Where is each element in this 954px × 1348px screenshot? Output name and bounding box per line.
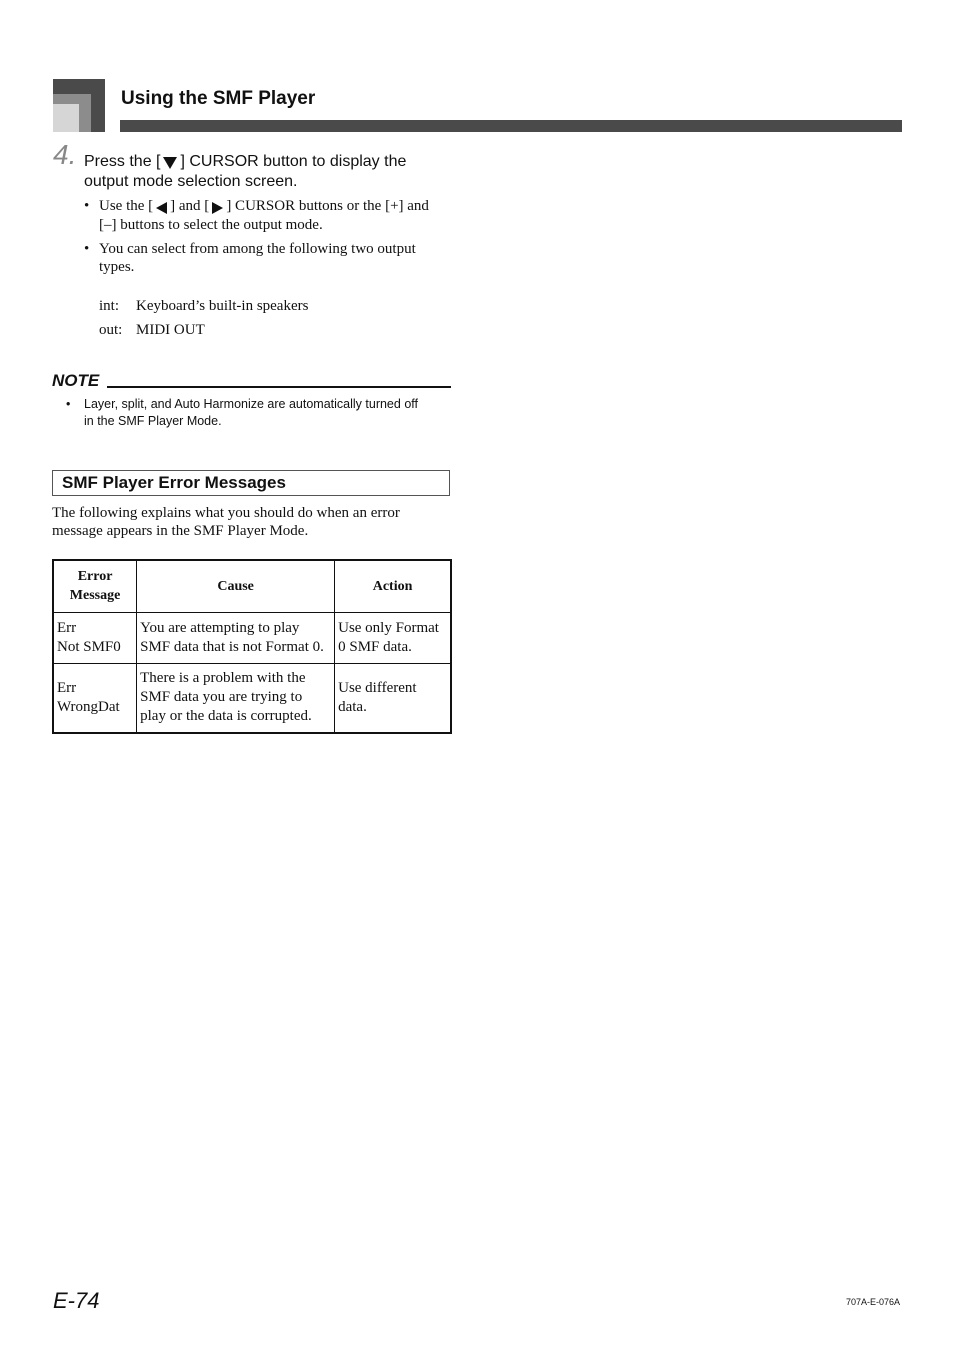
table-cell-action: Use only Format 0 SMF data. — [335, 612, 451, 663]
page-number: E-74 — [53, 1288, 100, 1313]
output-type-desc: MIDI OUT — [136, 322, 205, 338]
table-cell-error: Err WrongDat — [53, 663, 137, 733]
note-line2: in the SMF Player Mode. — [84, 414, 222, 428]
document-code: 707A-E-076A — [846, 1297, 901, 1307]
bullet-1-line2: [–] buttons to select the output mode. — [99, 217, 323, 233]
bullet-1-text-a: Use the [ — [99, 198, 154, 214]
bullet-2-line2: types. — [99, 259, 135, 275]
table-cell-cause: You are attempting to play SMF data that is not Format 0. — [137, 612, 335, 663]
step-instruction-line2: output mode selection screen. — [84, 173, 298, 190]
step-number: 4. — [53, 139, 77, 170]
header-corner-block-light — [53, 104, 79, 132]
note-rule — [107, 386, 451, 388]
right-triangle-icon — [212, 202, 223, 214]
bullet-dot: • — [84, 241, 90, 257]
bullet-1-text-c: ] CURSOR buttons or the [+] and — [226, 198, 429, 214]
section-intro-line2: message appears in the SMF Player Mode. — [52, 523, 309, 539]
bullet-1-line1 — [99, 197, 429, 216]
error-message-table — [52, 559, 452, 734]
note-line1: Layer, split, and Auto Harmonize are automatically turned off — [84, 397, 418, 411]
output-type-key: out: — [99, 322, 123, 338]
down-triangle-icon — [163, 157, 177, 169]
table-cell-error: Err Not SMF0 — [53, 612, 137, 663]
table-row — [53, 612, 451, 663]
header-rule — [120, 120, 902, 132]
table-header-error-message: Error Message — [53, 560, 137, 612]
table-header-action: Action — [335, 560, 451, 612]
output-type-desc: Keyboard’s built-in speakers — [136, 298, 309, 314]
table-row — [53, 663, 451, 733]
note-label: NOTE — [52, 371, 100, 390]
step-text-after: ] CURSOR button to display the — [180, 153, 407, 170]
table-cell-cause: There is a problem with the SMF data you are trying to play or the data is corrupted. — [137, 663, 335, 733]
bullet-dot: • — [66, 397, 71, 411]
step-text-before: Press the [ — [84, 153, 161, 170]
bullet-dot: • — [84, 198, 90, 214]
section-title: SMF Player Error Messages — [62, 473, 286, 492]
section-intro-line1: The following explains what you should do when an error — [52, 505, 400, 521]
bullet-2-line1: You can select from among the following two output — [99, 241, 416, 257]
step-instruction-line1 — [84, 152, 406, 172]
bullet-1-text-b: ] and [ — [170, 198, 210, 214]
left-triangle-icon — [156, 202, 167, 214]
output-type-key: int: — [99, 298, 120, 314]
page-title: Using the SMF Player — [121, 88, 316, 109]
table-header-row — [53, 560, 451, 612]
table-cell-action: Use different data. — [335, 663, 451, 733]
table-header-cause: Cause — [137, 560, 335, 612]
